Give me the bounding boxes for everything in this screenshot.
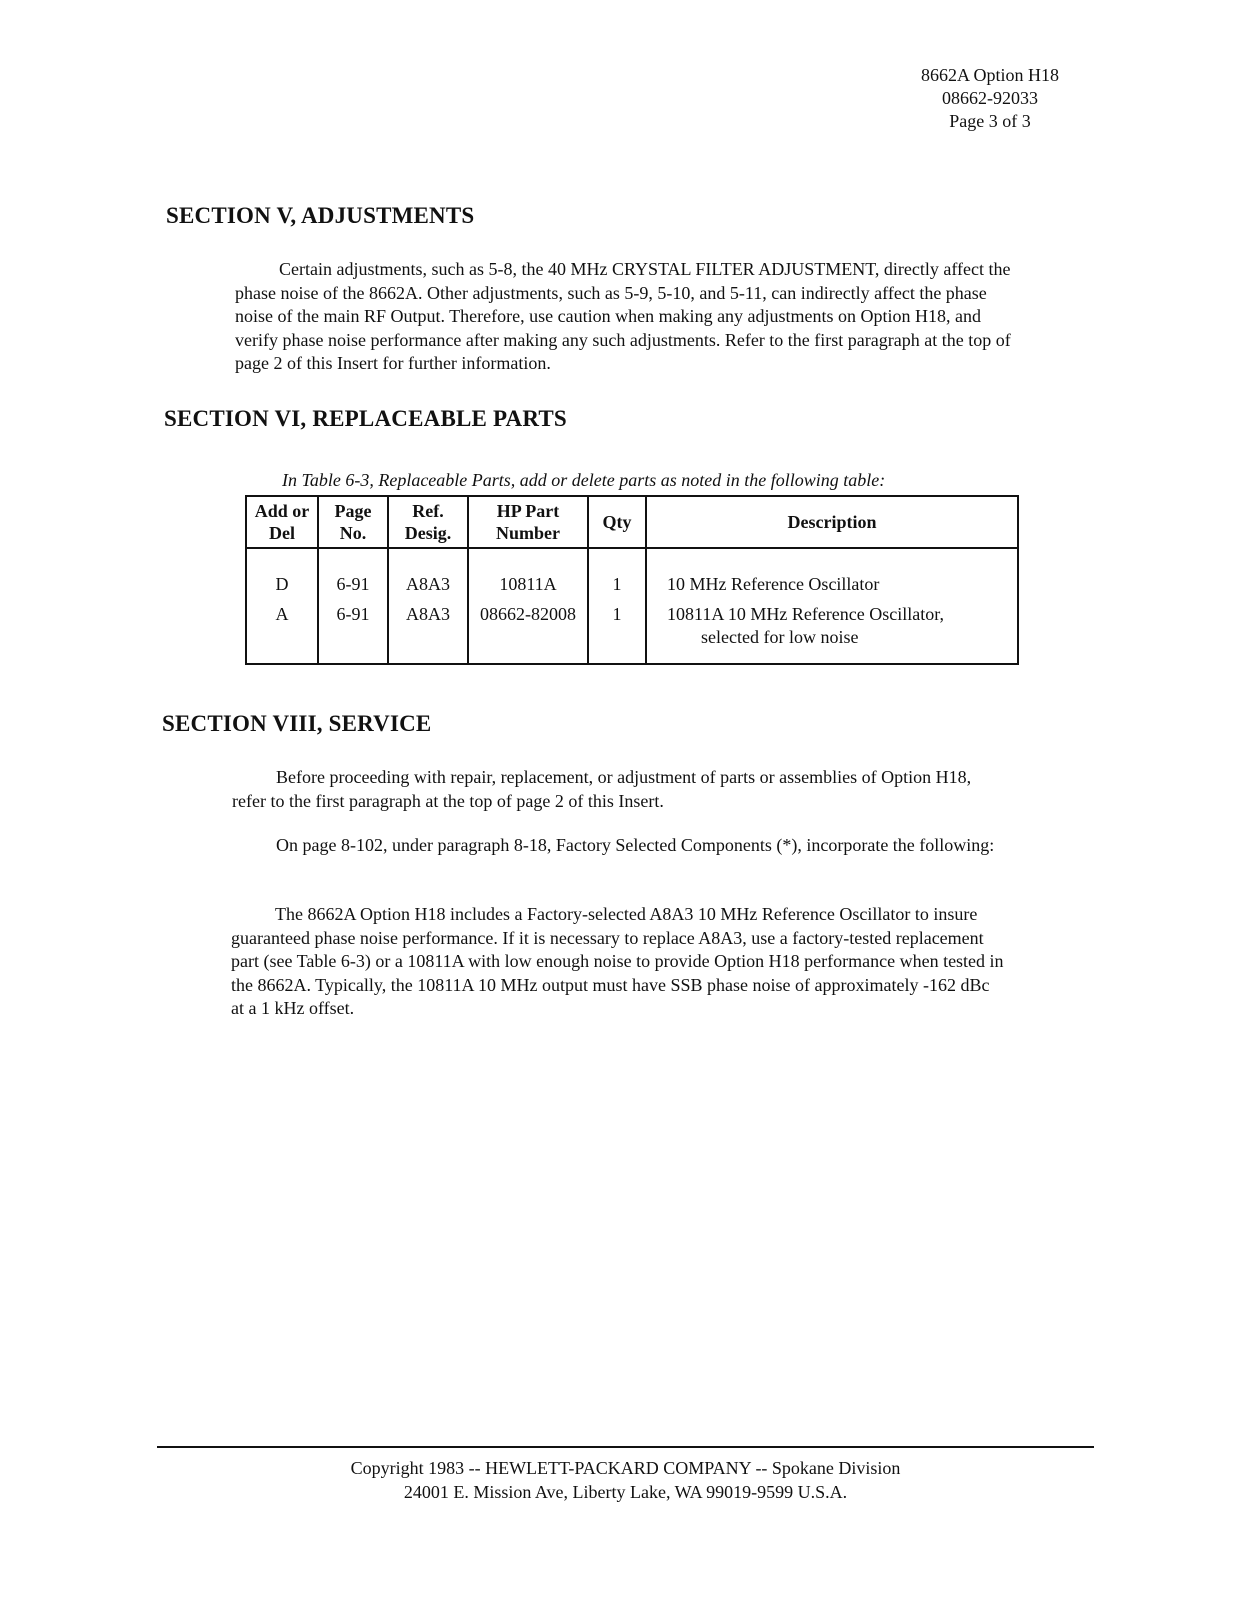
footer-divider xyxy=(157,1446,1094,1448)
description-continuation: selected for low noise xyxy=(701,627,859,647)
header-hp-part: HP Part Number xyxy=(468,496,588,548)
table-header-row xyxy=(246,496,1018,548)
cell-hp-part: 08662-82008 xyxy=(468,603,588,664)
cell-qty: 1 xyxy=(588,603,646,664)
parts-table-intro: In Table 6-3, Replaceable Parts, add or delete parts as noted in the following table: xyxy=(282,470,886,490)
cell-description xyxy=(646,603,1018,664)
header-description: Description xyxy=(646,496,1018,548)
model-label: 8662A Option H18 xyxy=(920,65,1059,85)
section-8-title: SECTION VIII, SERVICE xyxy=(162,711,432,736)
section-8-paragraph-2: On page 8-102, under paragraph 8-18, Factory Selected Components (*), incorporate the following: xyxy=(276,835,995,855)
cell-page-no: 6-91 xyxy=(318,573,388,603)
table-row xyxy=(246,603,1018,664)
cell-ref-desig: A8A3 xyxy=(388,603,468,664)
cell-hp-part: 10811A xyxy=(468,573,588,603)
description-text: 10811A 10 MHz Reference Oscillator, xyxy=(667,604,945,624)
header-qty: Qty xyxy=(588,496,646,548)
header-add-del: Add or Del xyxy=(246,496,318,548)
cell-add-del: A xyxy=(246,603,318,664)
header-page-no: Page No. xyxy=(318,496,388,548)
document-header xyxy=(880,64,1100,133)
section-8-paragraph-3: The 8662A Option H18 includes a Factory-selected A8A3 10 MHz Reference Oscillator to insure guaranteed phase noise performance. If it is necessary to replace A8A3, use a factory-tested replacement part (see Table 6-3) or a 10811A with low enough noise to provide Option H18 performance when tested in the 8662A. Typically, the 10811A 10 MHz output must have SSB phase noise of approximately -162 dBc at a 1 kHz offset. xyxy=(231,904,1004,1018)
table-row xyxy=(246,573,1018,603)
copyright-line: Copyright 1983 -- HEWLETT-PACKARD COMPANY -- Spokane Division xyxy=(350,1458,901,1478)
cell-ref-desig: A8A3 xyxy=(388,573,468,603)
section-5-paragraph: Certain adjustments, such as 5-8, the 40 MHz CRYSTAL FILTER ADJUSTMENT, directly affect the phase noise of the 8662A. Other adjustments, such as 5-9, 5-10, and 5-11, can indirectly affect the phase noise of the main RF Output. Therefore, use caution when making any adjustments on Option H18, and verify phase noise performance after making any such adjustments. Refer to the first paragraph at the top of page 2 of this Insert for further information. xyxy=(235,259,1011,373)
document-part-number: 08662-92033 xyxy=(942,88,1038,108)
header-ref-desig: Ref. Desig. xyxy=(388,496,468,548)
page-number: Page 3 of 3 xyxy=(949,111,1031,131)
cell-add-del: D xyxy=(246,573,318,603)
cell-page-no: 6-91 xyxy=(318,603,388,664)
replaceable-parts-table xyxy=(245,495,1019,665)
section-5-title: SECTION V, ADJUSTMENTS xyxy=(166,203,475,228)
address-line: 24001 E. Mission Ave, Liberty Lake, WA 99019-9599 U.S.A. xyxy=(403,1482,848,1502)
description-text: 10 MHz Reference Oscillator xyxy=(667,574,880,594)
section-6-title: SECTION VI, REPLACEABLE PARTS xyxy=(164,406,567,431)
cell-qty: 1 xyxy=(588,573,646,603)
footer xyxy=(157,1456,1094,1504)
section-8-paragraph-1: Before proceeding with repair, replacement, or adjustment of parts or assemblies of Option H18, refer to the first paragraph at the top of page 2 of this Insert. xyxy=(232,767,972,811)
cell-description xyxy=(646,573,1018,603)
